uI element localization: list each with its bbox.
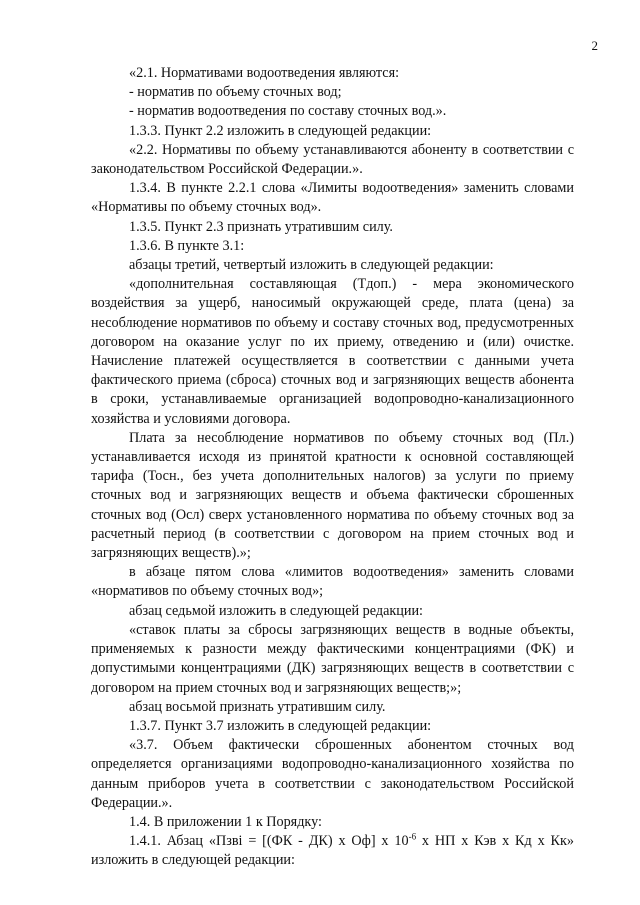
paragraph-stavok: «ставок платы за сбросы загрязняющих веществ в водные объекты, применяемых к разности между фактическими концентрациями (ФК) и допустимыми концентрациями (ДК) загрязняющих веществ в соответствии с договором на прием сточных вод и загрязняющих веществ;»; [91, 621, 574, 696]
paragraph-abzacy: абзацы третий, четвертый изложить в следующей редакции: [129, 257, 494, 274]
paragraph-1-3-4: 1.3.4. В пункте 2.2.1 слова «Лимиты водоотведения» заменить словами «Нормативы по объему сточных вод». [91, 180, 574, 216]
paragraph-abzac-8: абзац восьмой признать утратившим силу. [129, 698, 386, 715]
formula-text-before: 1.4.1. Абзац «Пзві = [(ФК - ДК) х Оф] х 10 [129, 833, 409, 850]
paragraph-1-4: 1.4. В приложении 1 к Порядку: [129, 813, 322, 830]
formula-exponent: -6 [408, 831, 417, 842]
paragraph-2-2: «2.2. Нормативы по объему устанавливаются абоненту в соответствии с законодательством Российской Федерации.». [91, 141, 574, 178]
paragraph-tdop: «дополнительная составляющая (Тдоп.) - мера экономического воздействия за ущерб, наносимый окружающей среде, плата (цена) за несоблюдение нормативов по объему и составу сточных вод, предусмотренных договором на оказание услуг по их приему, отведению и (или) очистке. Начисление платежей осуществляется в соответствии с данными учета фактического приема (сброса) сточных вод и загрязняющих веществ абонента в сроки, устанавливаемые организацией водопроводно-канализационного хозяйства и условиями договора. [91, 276, 574, 427]
paragraph-1-3-7: 1.3.7. Пункт 3.7 изложить в следующей редакции: [129, 717, 432, 734]
paragraph-1-4-1-formula [91, 832, 574, 870]
paragraph-1-3-6: 1.3.6. В пункте 3.1: [129, 237, 245, 254]
paragraph-3-7: «3.7. Объем фактически сброшенных абонентом сточных вод определяется организациями водопроводно-канализационного хозяйства по данным приборов учета в соответствии с законодательством Российской Федерации.». [91, 737, 574, 811]
paragraph-1-3-3: 1.3.3. Пункт 2.2 изложить в следующей редакции: [129, 122, 432, 139]
paragraph-plata: Плата за несоблюдение нормативов по объему сточных вод (Пл.) устанавливается исходя из принятой кратности к основной составляющей тарифа (Тосн., без учета дополнительных налогов) за услуги по приему сточных вод и загрязняющих веществ и объема фактически сброшенных сточных вод (Осл) сверх установленного норматива по объему сточных вод за расчетный период (в соответствии с договором на прием сточных вод и загрязняющих веществ).»; [91, 429, 574, 562]
paragraph-1-3-5: 1.3.5. Пункт 2.3 признать утратившим силу. [129, 218, 393, 235]
paragraph-2-1: «2.1. Нормативами водоотведения являются: [129, 65, 400, 81]
page-number: 2 [591, 38, 598, 53]
paragraph-norm-composition: - норматив водоотведения по составу сточных вод.». [129, 103, 447, 120]
paragraph-norm-volume: - норматив по объему сточных вод; [129, 84, 342, 101]
paragraph-abzac-5: в абзаце пятом слова «лимитов водоотведения» заменить словами «нормативов по объему сточных вод»; [91, 564, 574, 600]
document-body [91, 64, 574, 871]
formula-text-after: х НП х Кэв х Кд х Кк» изложить в следующей редакции: [91, 833, 575, 869]
paragraph-abzac-7: абзац седьмой изложить в следующей редакции: [129, 602, 424, 619]
